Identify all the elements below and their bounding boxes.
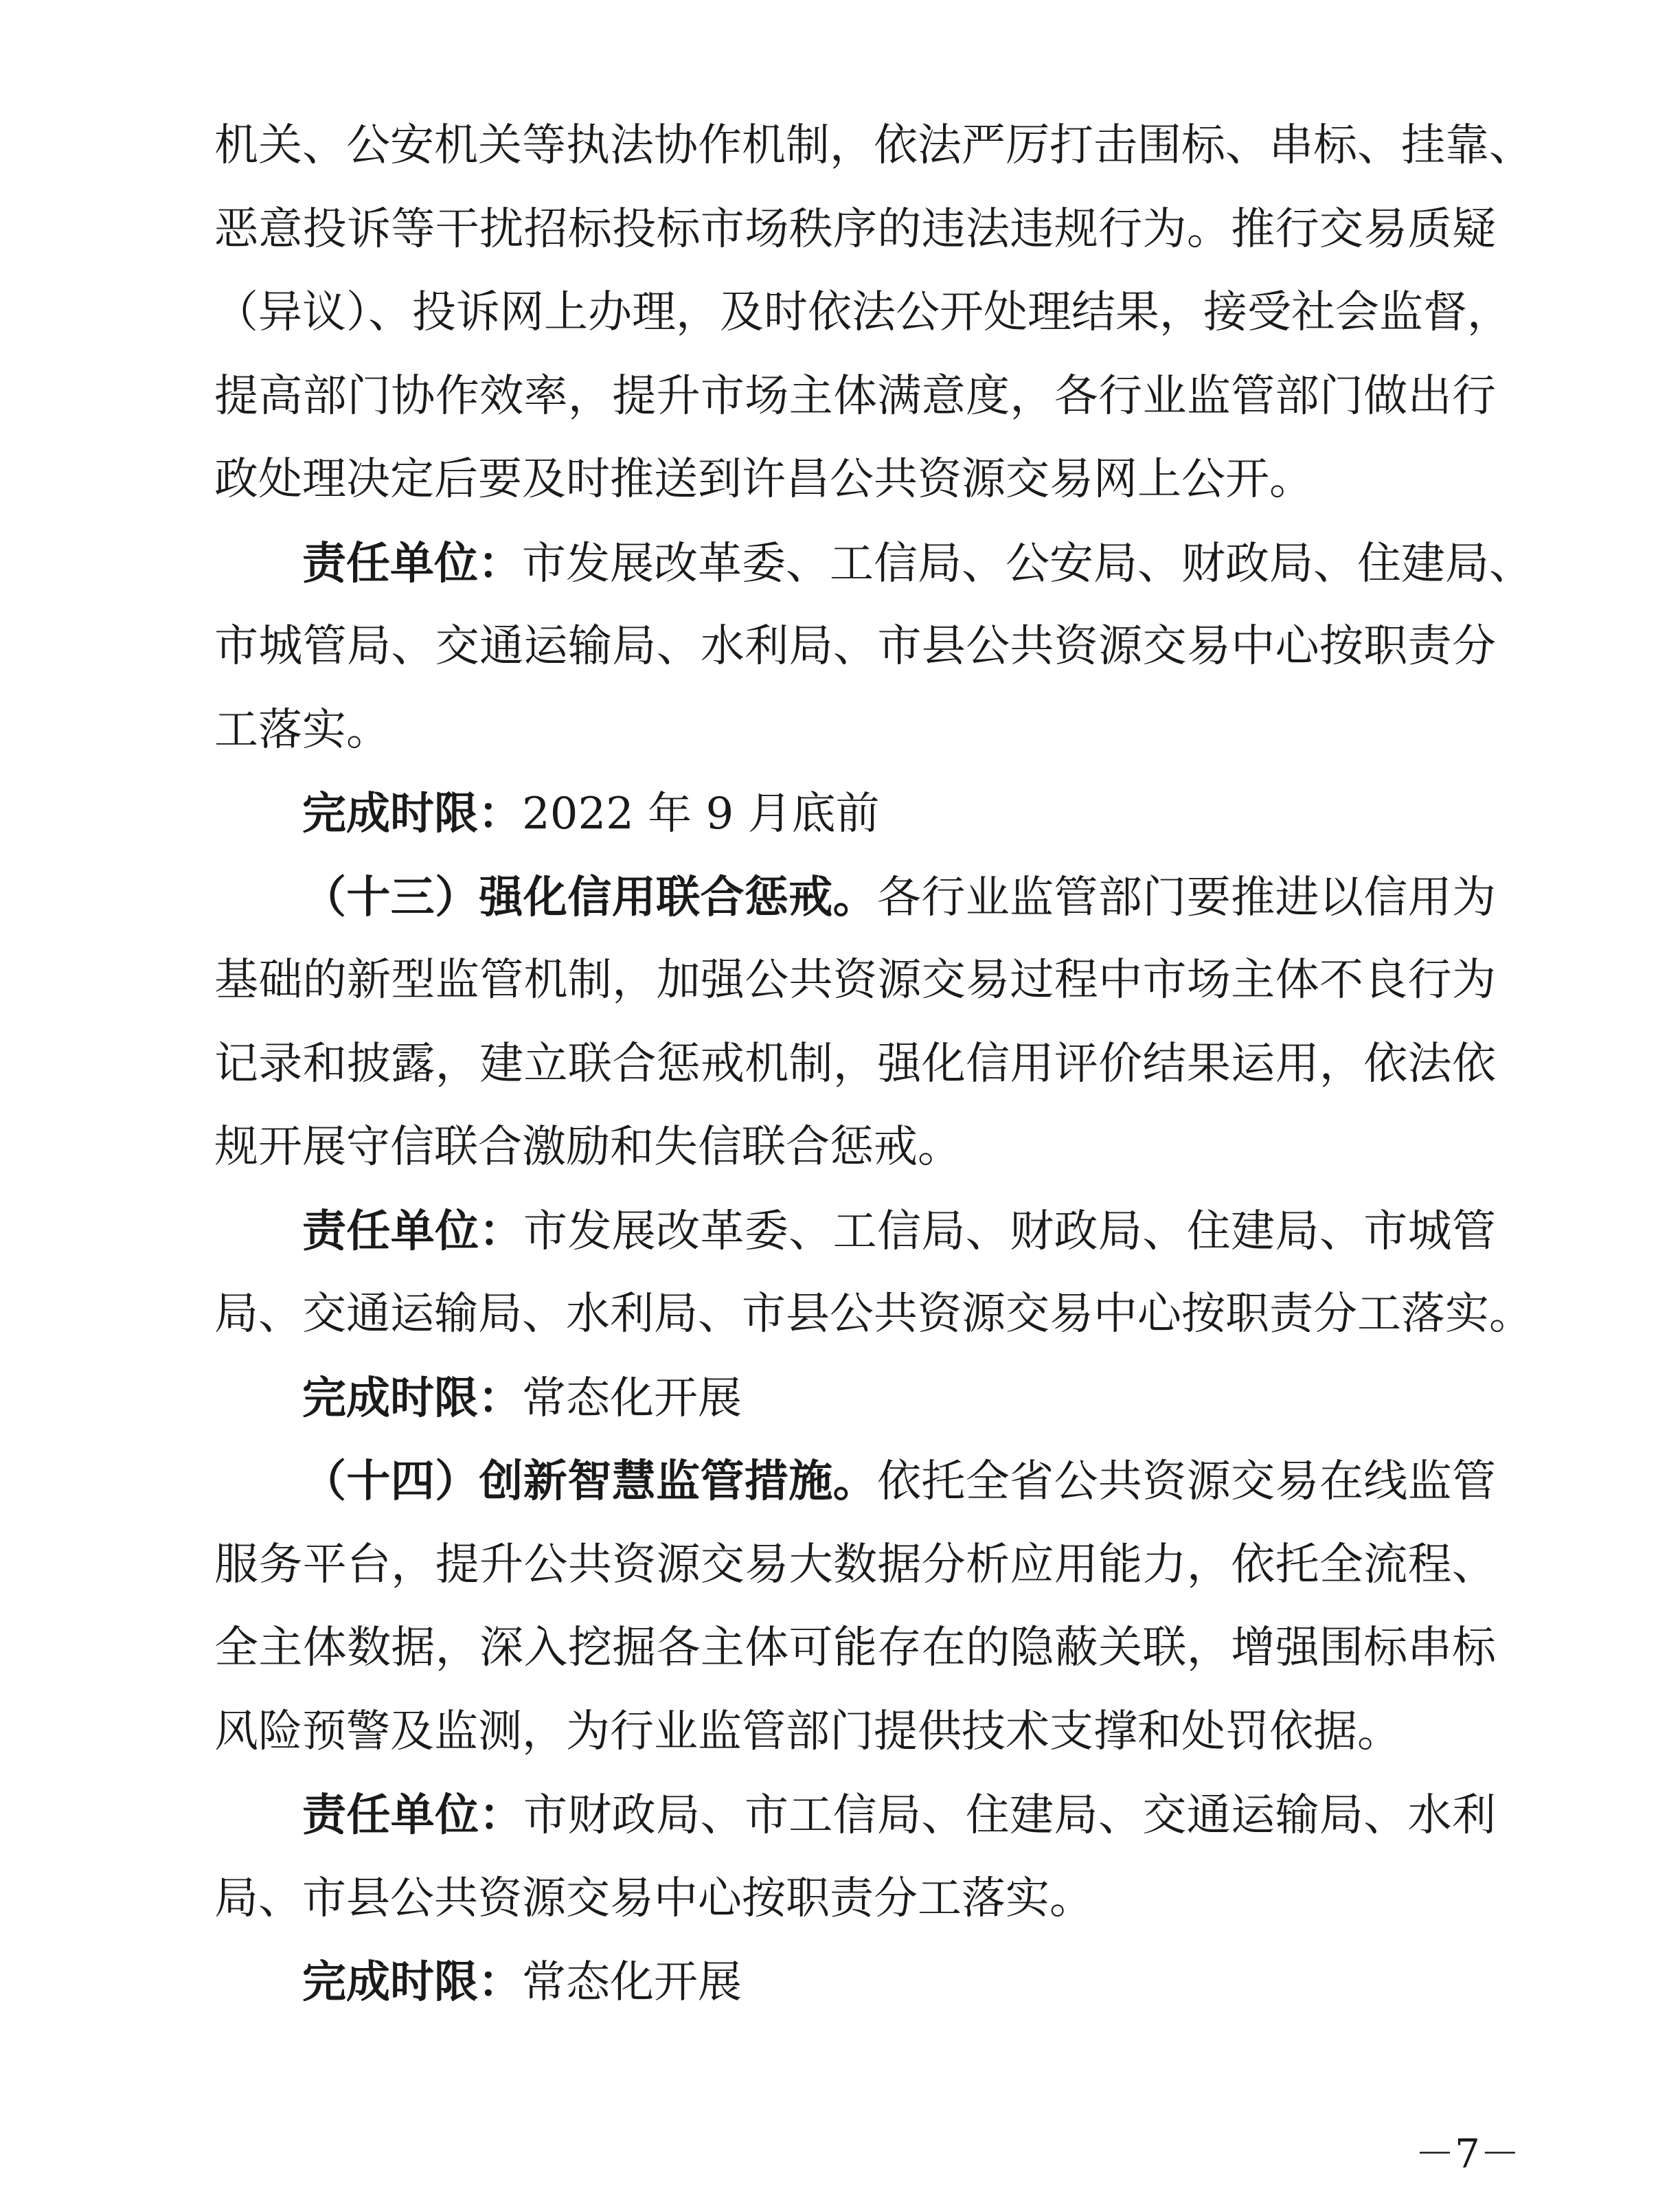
section-text: 依托全省公共资源交易在线监管 [877,1456,1496,1507]
text-line: 局、市县公共资源交易中心按职责分工落实。 [214,1873,1093,1924]
page-number: －7－ [1415,2130,1520,2177]
responsibility-text: 市发展改革委、工信局、公安局、财政局、住建局、 [522,538,1533,589]
text-line: 提高部门协作效率，提升市场主体满意度，各行业监管部门做出行 [214,370,1496,422]
text-line: 服务平台，提升公共资源交易大数据分析应用能力，依托全流程、 [214,1539,1496,1590]
deadline-label: 完成时限： [302,1956,522,2008]
text-line: 规开展守信联合激励和失信联合惩戒。 [214,1122,962,1173]
text-line: 全主体数据，深入挖掘各主体可能存在的隐蔽关联，增强围标串标 [214,1623,1496,1673]
text-line: 市城管局、交通运输局、水利局、市县公共资源交易中心按职责分 [214,621,1496,672]
deadline-value: 常态化开展 [522,1372,742,1424]
responsibility-line [214,1774,1496,1857]
text-line: 工落实。 [214,704,390,756]
text-line: 基础的新型监管机制，加强公共资源交易过程中市场主体不良行为 [214,955,1496,1006]
responsibility-text: 市发展改革委、工信局、财政局、住建局、市城管 [523,1206,1497,1257]
deadline-value: 常态化开展 [522,1957,742,2008]
section-13-heading: （十三）强化信用联合惩戒。 [302,871,877,923]
text-line: 机关、公安机关等执法协作机制，依法严厉打击围标、串标、挂靠、 [214,120,1533,171]
responsibility-line [214,522,1533,606]
deadline-line [214,1357,1496,1441]
text-line: 风险预警及监测，为行业监管部门提供技术支撑和处罚依据。 [214,1706,1401,1757]
text-line: 政处理决定后要及时推送到许昌公共资源交易网上公开。 [214,454,1313,505]
responsibility-label: 责任单位： [302,537,522,589]
deadline-line [214,772,1496,856]
responsibility-label: 责任单位： [302,1205,523,1257]
deadline-label: 完成时限： [302,788,522,839]
text-line: 局、交通运输局、水利局、市县公共资源交易中心按职责分工落实。 [214,1289,1533,1340]
responsibility-label: 责任单位： [302,1789,523,1841]
text-line: 恶意投诉等干扰招标投标市场秩序的违法违规行为。推行交易质疑 [214,203,1496,255]
section-13-first-line [214,856,1496,940]
deadline-value: 2022 年 9 月底前 [522,789,880,839]
responsibility-line [214,1190,1496,1274]
deadline-line [214,1941,1496,2024]
section-14-heading: （十四）创新智慧监管措施。 [302,1456,877,1507]
section-14-first-line [214,1440,1496,1524]
body-text [214,104,1533,2024]
responsibility-text: 市财政局、市工信局、住建局、交通运输局、水利 [523,1790,1497,1841]
deadline-label: 完成时限： [302,1372,522,1424]
text-line: 记录和披露，建立联合惩戒机制，强化信用评价结果运用，依法依 [214,1038,1496,1089]
section-text: 各行业监管部门要推进以信用为 [877,872,1496,923]
text-line: （异议）、投诉网上办理，及时依法公开处理结果，接受社会监督， [214,287,1511,338]
